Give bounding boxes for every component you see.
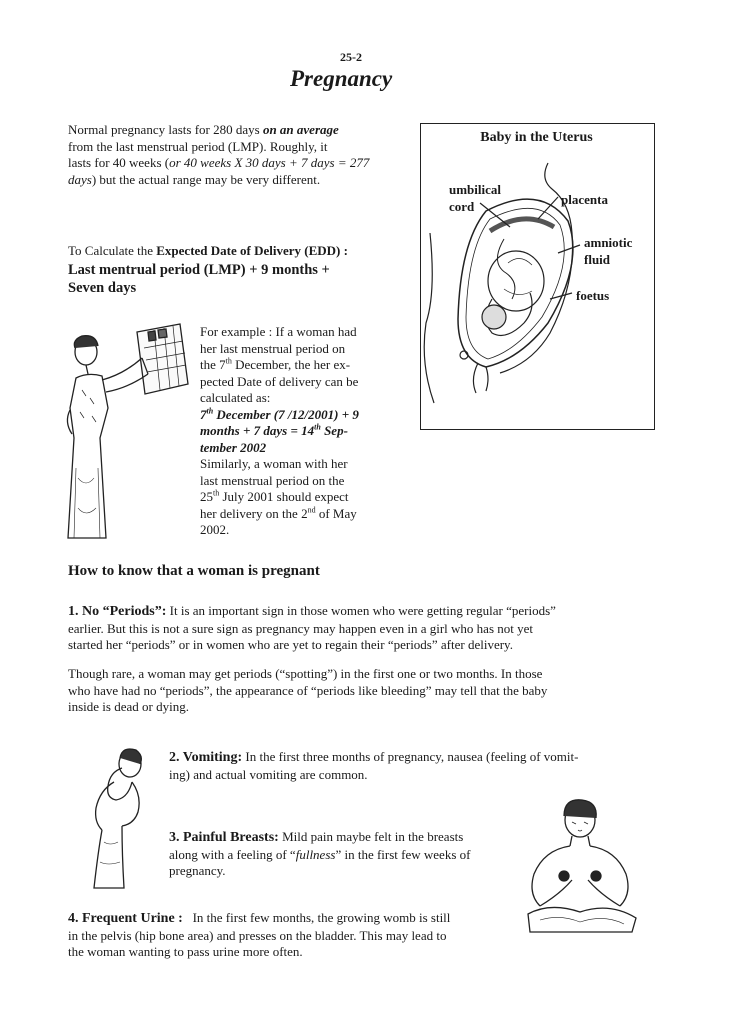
intro-text: Normal pregnancy lasts for 280 days [68,122,263,137]
section-heading: How to know that a woman is pregnant [68,563,320,579]
breast-pain-woman-illustration [520,794,640,934]
example-line: her last menstrual period on [200,340,346,356]
example-line: calculated as: [200,390,271,405]
sign-text: along with a feeling of “ [169,846,296,862]
sign-heading: 4. Frequent Urine : [68,911,183,926]
example-text: months + 7 days = 14 [200,423,315,438]
sign-frequent-urine [68,910,518,961]
woman-calendar-illustration [62,318,192,548]
label-cord-line: cord [449,199,475,214]
uterus-illustration [420,123,653,428]
sign-text: pregnancy. [169,863,226,878]
label-amniotic-fluid [584,234,632,268]
sign-text: Mild pain maybe felt in the breasts [278,829,464,844]
example-line: tember 2002 [200,439,267,455]
sign-heading: 3. Painful Breasts: [169,830,279,845]
example-text: December, the her ex- [231,357,351,372]
sign-emphasis: fullness [295,846,336,862]
intro-line: from the last menstrual period (LMP). Roughly, it [68,138,328,154]
example-line: Similarly, a woman with her [200,456,348,471]
example-sup: th [225,356,232,366]
edd-lead-bold: Expected Date of Delivery (EDD) : [156,243,348,258]
sign-no-periods [68,603,668,654]
example-text: 7 [200,406,207,422]
example-sup: th [213,488,220,498]
sign-text: ing) and actual vomiting are common. [169,766,368,782]
sign-text: ” in the first few weeks of [335,846,471,862]
sign-text: started her “periods” or in women who are yet to regain their “periods” after delivery. [68,637,513,652]
example-line: 2002. [200,522,230,537]
example-text: Sep- [320,423,348,438]
sign-text: Though rare, a woman may get periods (“spotting”) in the first one or two months. In those [68,666,543,681]
example-text: the 7 [200,357,226,372]
intro-formula: days [68,171,92,187]
edd-formula [68,261,398,297]
example-line: last menstrual period on the [200,472,345,488]
edd-formula-line: Last mentrual period (LMP) + 9 months + [68,262,330,278]
intro-text: ) but the actual range may be very different. [91,171,321,187]
example-text: December (7 /12/2001) + 9 [213,406,359,422]
sign-heading: 1. No “Periods”: [68,604,167,619]
sign-text: In the first three months of pregnancy, nausea (feeling of vomit- [242,749,579,764]
edd-example [200,324,376,539]
intro-text: lasts for 40 weeks ( [68,155,170,170]
example-text: her delivery on the 2 [200,505,308,521]
page-number: 25-2 [340,50,362,64]
intro-formula: or 40 weeks X 30 days + 7 days = 277 [169,155,370,170]
sign-text: who have had no “periods”, the appearance of “periods like bleeding” may tell that the baby [68,682,548,698]
example-text: 25 [200,489,213,504]
edd-lead-text: To Calculate the [68,243,157,258]
example-sup: th [314,422,321,432]
label-foetus: foetus [576,288,610,303]
example-line: pected Date of delivery can be [200,373,359,389]
vomiting-woman-illustration [80,742,162,892]
sign-text: It is an important sign in those women who were getting regular “periods” [166,603,556,618]
sign-text: in the pelvis (hip bone area) and presses on the bladder. This may lead to [68,927,447,943]
label-umbilical-line: umbilical [449,182,502,197]
label-amniotic-line: amniotic [584,235,633,250]
sign-breasts [169,829,509,880]
uterus-figure-title: Baby in the Uterus [480,130,593,145]
sign-text: earlier. But this is not a sure sign as pregnancy may happen even in a girl who has not yet [68,620,533,636]
edd-formula-line: Seven days [68,280,137,296]
sign-vomiting [169,749,639,783]
sign-text: the woman wanting to pass urine more often. [68,944,303,959]
example-sup: nd [307,505,316,515]
page-title: Pregnancy [290,66,393,91]
spotting-paragraph [68,666,668,716]
label-fluid-line: fluid [584,252,611,267]
example-text: July 2001 should expect [219,489,349,504]
example-text: of May [315,505,357,521]
sign-text: inside is dead or dying. [68,699,189,714]
edd-lead [68,243,398,260]
sign-heading: 2. Vomiting: [169,750,243,765]
label-placenta: placenta [561,192,608,207]
label-umbilical [449,181,501,215]
sign-text: In the first few months, the growing womb is still [182,910,451,925]
example-sup: th [206,406,214,416]
intro-emphasis: on an average [262,122,339,137]
intro-paragraph [68,122,398,188]
example-line: For example : If a woman had [200,324,357,339]
